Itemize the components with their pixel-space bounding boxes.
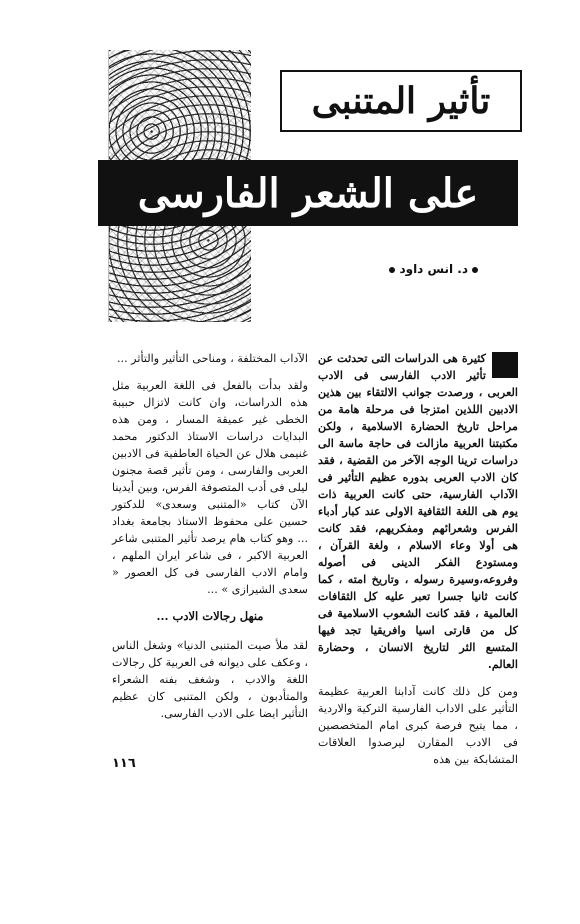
title-line-2: على الشعر الفارسى bbox=[98, 160, 518, 226]
body-paragraph: ومن كل ذلك كانت آدابنا العربية عظيمة التأثير على الاداب الفارسية التركية والاردية ، مما يتيح فرصة كبرى امام المتخصصين فى الادب المقارن ليرصدوا العلاقات المتشابكة بين هذه bbox=[318, 685, 518, 766]
black-square-icon bbox=[492, 352, 518, 378]
intro-paragraph bbox=[318, 350, 518, 673]
article-column-left bbox=[112, 350, 308, 732]
body-paragraph: لقد ملأ صيت المتنبى الدنيا» وشغل الناس ، وعكف على ديوانه فى العربية كل رجالات اللغة والادب ، وشغف بفنه الشعراء والمتأدبون ، ولكن المتنبى كان عظيم التأثير ايضا على الادب الفارسى. bbox=[112, 639, 308, 720]
page-number: ١١٦ bbox=[112, 756, 136, 771]
section-subheading: منهل رجالات الادب ... bbox=[156, 609, 264, 623]
intro-paragraph-text: كثيرة هى الدراسات التى تحدثت عن تأثير الادب الفارسى فى الادب العربى ، ورصدت جوانب الالتقاء بين هذين الادبين اللذين امتزجا فى مرحلة هامة من مراحل تاريخ الحضارة الاسلامية ، ولكن مكتبتنا العربية مازالت فى حاجة ماسة الى دراسات ترينا الوجه الآخر من القضية ، فقد كان الادب العربى بدوره عظيم التأثير فى الآداب الفارسية، حتى كانت العربية ذات يوم هى اللغة الثقافية الاولى عند كبار أدباء الفرس وشعرائهم ومفكريهم، فقد كانت هى أولا وعاء الاسلام ، ولغة القرآن ، ومستودع الفكر الدينى فى أصوله وفروعه،وسيرة رسوله ، وتاريخ امته ، كما كانت ثانيا جسرا تعبر عليه كل الثقافات العالمية ، فقد كانت الشعوب الاسلامية فى كل من قارتى اسيا وافريقيا تجد فيها المتسع الثر لتاريخ الانسان ، وحضارة العالم. bbox=[318, 351, 518, 671]
body-paragraph: ولقد بدأت بالفعل فى اللغة العربية مثل هذه الدراسات، وان كانت لاتزال حبيبة الخطى غير عميقة المسار ، ومن هذه البدايات دراسات الاستاذ الدكتور محمد غنيمى هلال عن الحياة العاطفية فى الادبين العربى والفارسى ، ومن تأثير قصة مجنون ليلى فى أدب المتصوفة الفرس، وبين أيدينا الآن كتاب «المتنبى وسعدى» للدكتور حسين على محفوظ الاستاذ بجامعة بغداد ... وهو كتاب هام يرصد تأثير المتنبى شاعر العربية الاكبر ، فى شاعر ايران الملهم ، وامام الادب الفارسى فى كل العصور « سعدى الشيرازى » ... bbox=[112, 379, 308, 596]
bullet-icon bbox=[389, 267, 395, 273]
author-byline bbox=[385, 262, 482, 276]
title-line-1: تأثير المتنبى bbox=[280, 70, 522, 132]
body-paragraph: الآداب المختلفة ، ومناحى التأثير والتأثر ... bbox=[116, 352, 308, 365]
author-name: د. انس داود bbox=[399, 262, 468, 276]
article-column-right bbox=[318, 350, 518, 778]
bullet-icon bbox=[472, 267, 478, 273]
